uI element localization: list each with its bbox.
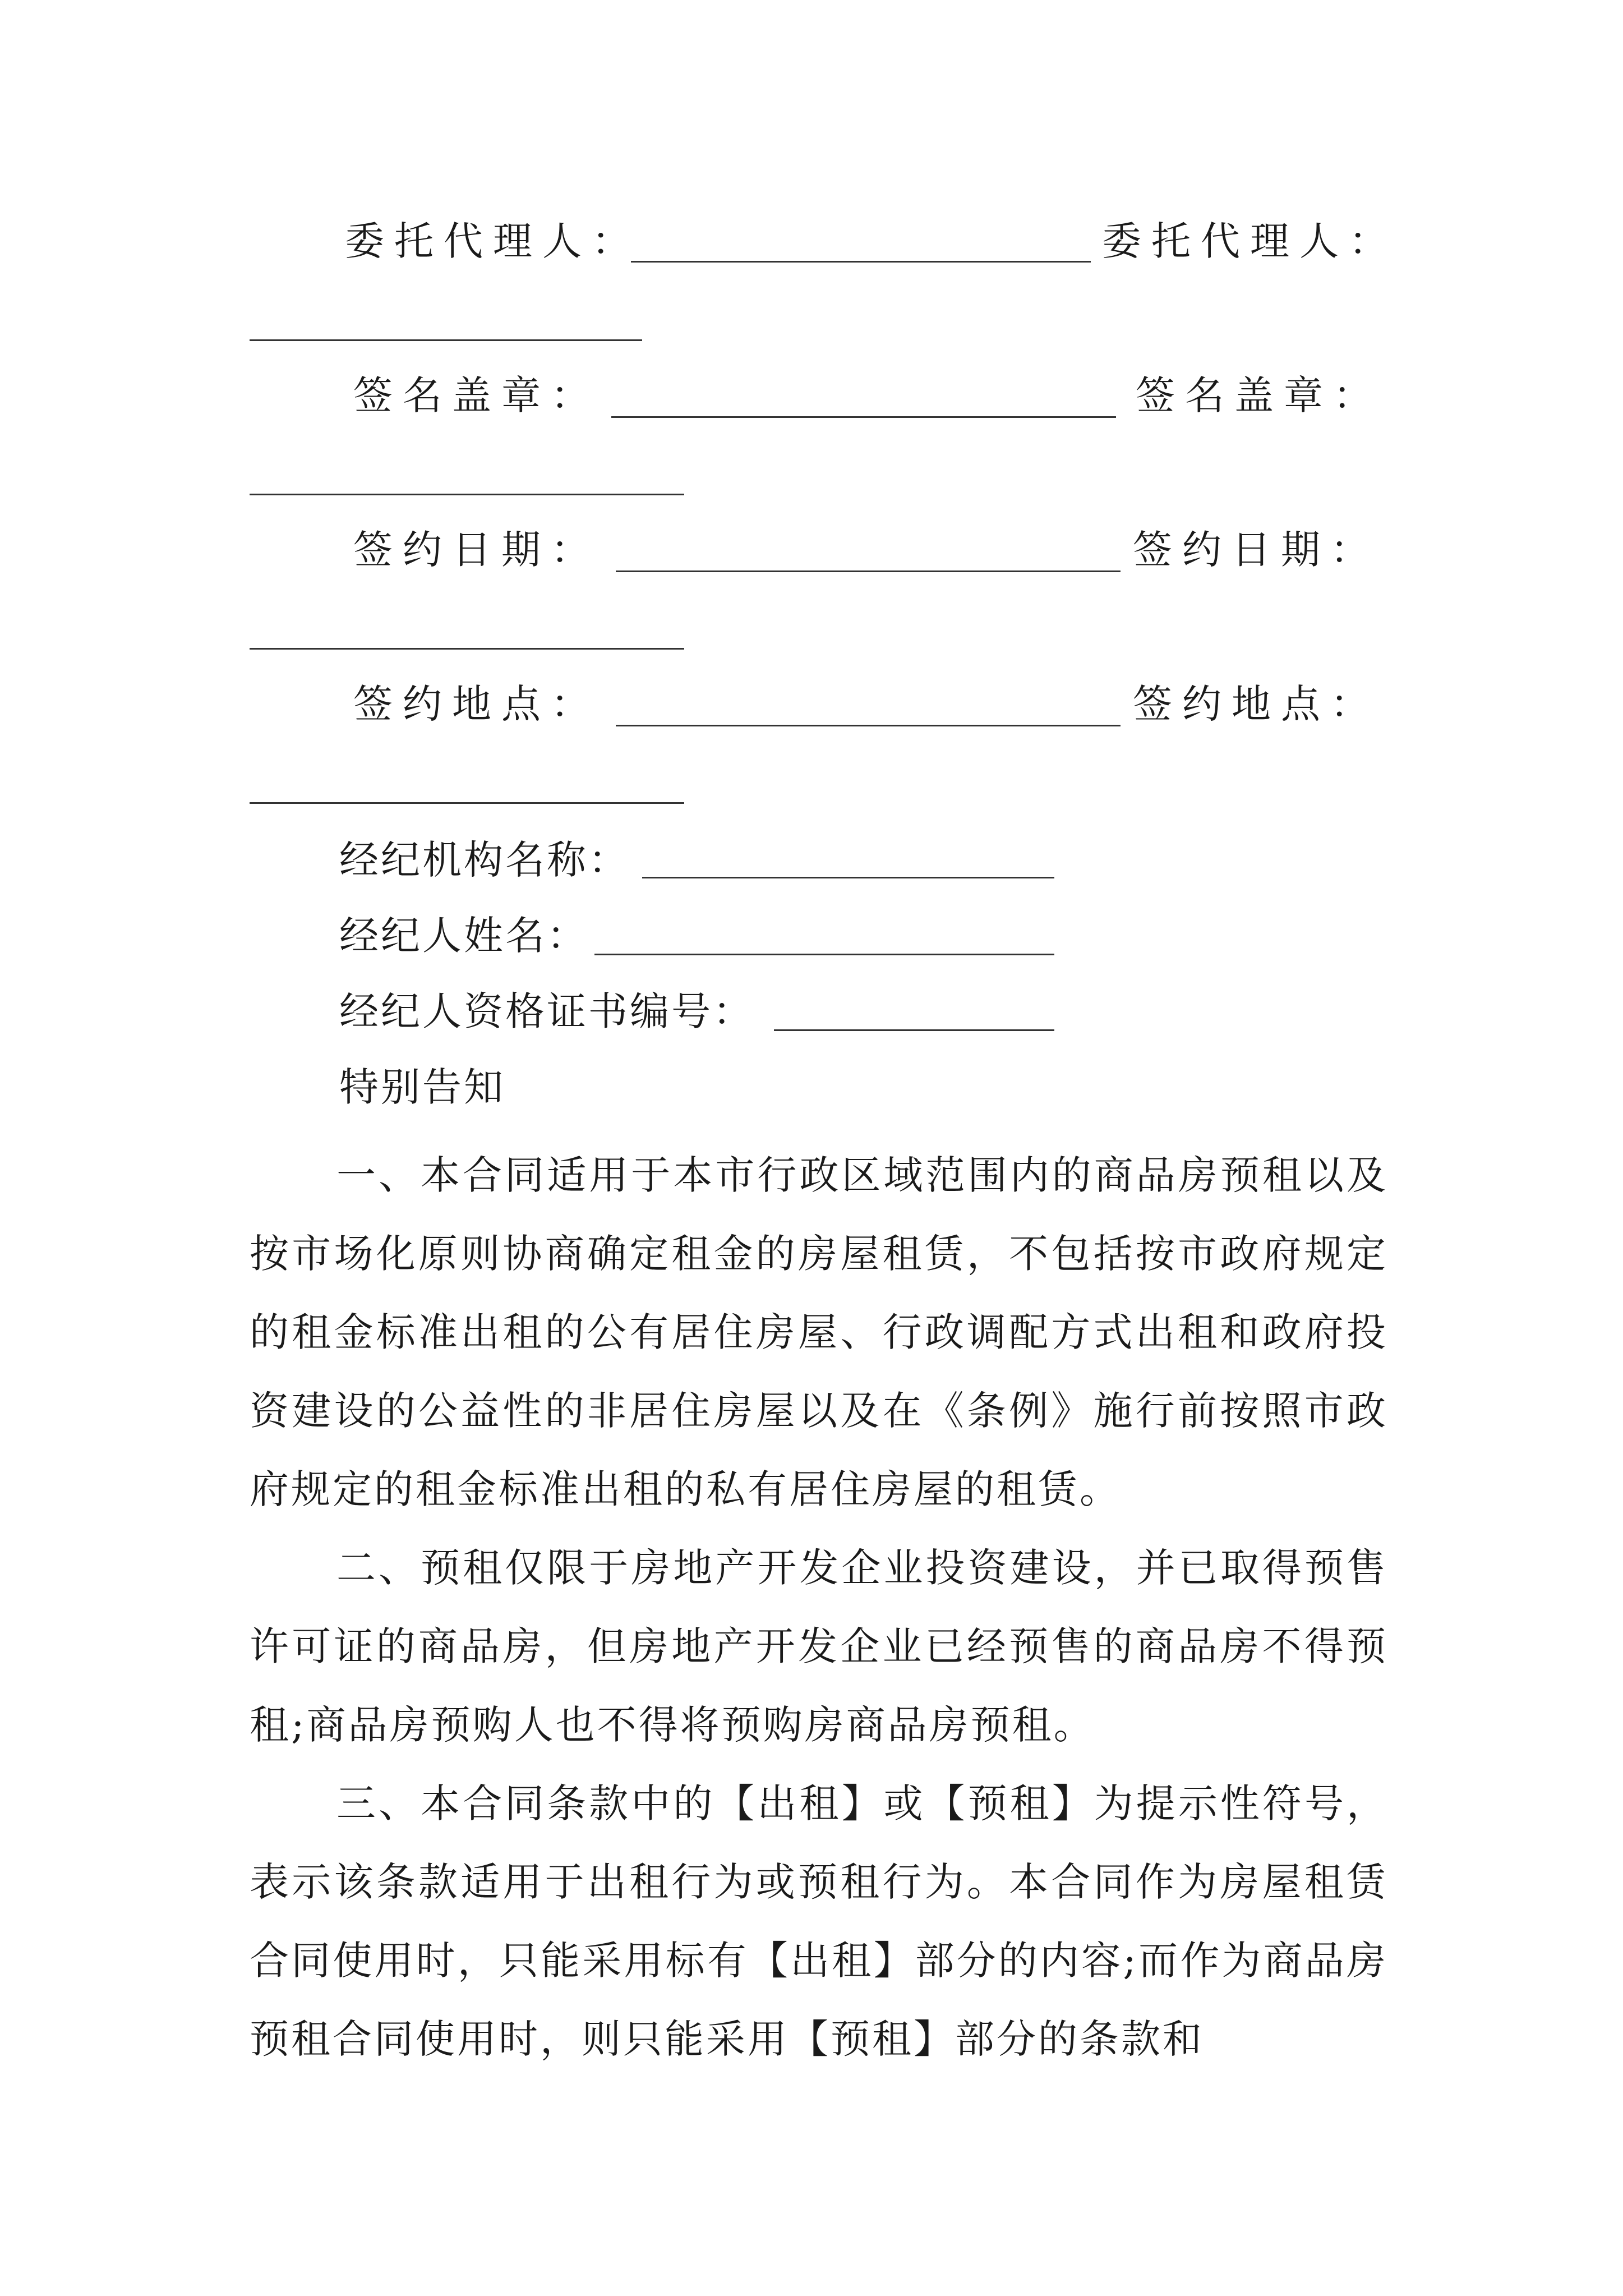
party-a-agent-label: 委托代理人：: [345, 218, 641, 264]
signature-row-place: [0, 679, 1623, 729]
party-b-place-label: 签约地点：: [1133, 681, 1380, 727]
signature-row-seal: [0, 370, 1623, 421]
party-a-seal-label: 签名盖章：: [353, 372, 600, 418]
broker-cert-field[interactable]: [774, 1029, 1054, 1031]
party-a-agent-field[interactable]: [631, 261, 1091, 263]
party-a-seal-field[interactable]: [611, 416, 1116, 418]
party-b-place-field[interactable]: [250, 802, 684, 804]
party-b-seal-field[interactable]: [250, 494, 684, 495]
party-b-date-label: 签约日期：: [1133, 527, 1380, 573]
agency-name-field[interactable]: [642, 877, 1054, 878]
signature-row-date: [0, 524, 1623, 575]
broker-name-row: [339, 909, 588, 963]
broker-cert-row: [339, 984, 754, 1038]
party-b-agent-label: 委托代理人：: [1102, 218, 1398, 264]
broker-cert-label: 经纪人资格证书编号：: [339, 988, 754, 1034]
notice-heading: 特别告知: [339, 1064, 505, 1110]
party-b-seal-label: 签名盖章：: [1136, 372, 1382, 418]
party-a-place-field[interactable]: [616, 725, 1121, 726]
broker-name-label: 经纪人姓名：: [339, 913, 588, 959]
party-a-place-label: 签约地点：: [353, 681, 600, 727]
notice-paragraph-1: 一、本合同适用于本市行政区域范围内的商品房预租以及按市场化原则协商确定租金的房屋租赁，不包括按市政府规定的租金标准出租的公有居住房屋、行政调配方式出租和政府投资建设的公益性的非居住房屋以及在《条例》施行前按照市政府规定的租金标准出租的私有居住房屋的租赁。: [250, 1152, 1388, 1512]
party-a-date-field[interactable]: [616, 570, 1121, 572]
party-b-agent-field[interactable]: [250, 339, 642, 341]
agency-name-row: [339, 833, 630, 887]
signature-row-agent: [0, 216, 1623, 266]
broker-name-field[interactable]: [594, 954, 1054, 955]
notice-paragraph-3: 三、本合同条款中的【出租】或【预租】为提示性符号，表示该条款适用于出租行为或预租行为。本合同作为房屋租赁合同使用时，只能采用标有【出租】部分的内容;而作为商品房预租合同使用时，则只能采用【预租】部分的条款和: [250, 1780, 1388, 2062]
agency-name-label: 经纪机构名称：: [339, 837, 630, 883]
party-b-date-field[interactable]: [250, 648, 684, 650]
notice-paragraph-2: 二、预租仅限于房地产开发企业投资建设，并已取得预售许可证的商品房，但房地产开发企业已经预售的商品房不得预租;商品房预购人也不得将预购房商品房预租。: [250, 1545, 1388, 1748]
party-a-date-label: 签约日期：: [353, 527, 600, 573]
